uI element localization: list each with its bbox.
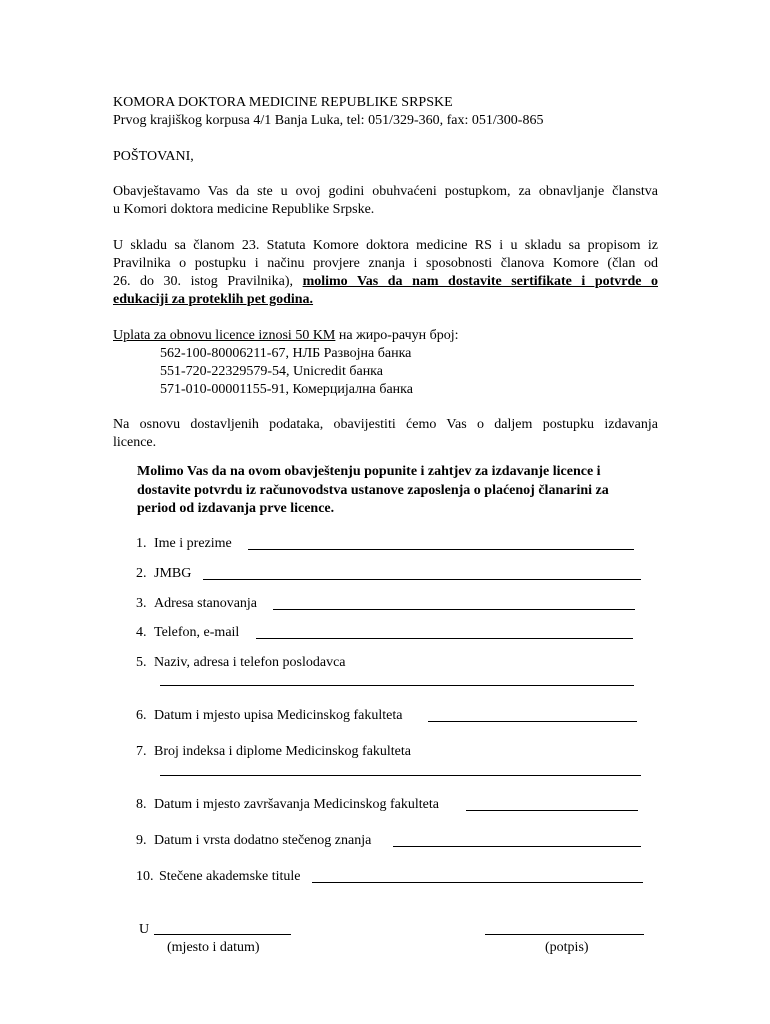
org-name: KOMORA DOKTORA MEDICINE REPUBLIKE SRPSKE	[113, 95, 453, 110]
signature-caption: (potpis)	[545, 940, 589, 955]
item-number: 8.	[136, 797, 147, 812]
para2-line4-bold: edukaciji za proteklih pet godina.	[113, 292, 314, 307]
item-label: Datum i mjesto završavanja Medicinskog fakulteta	[154, 797, 439, 812]
para3-line2: licence.	[113, 435, 157, 450]
bank-account: 571-010-00001155-91, Комерцијална банка	[160, 382, 413, 397]
para2-line3-bold: molimo Vas da nam dostavite sertifikate i potvrde o	[302, 274, 659, 289]
para2-line3	[113, 273, 658, 290]
notice-line3: period od izdavanja prve licence.	[137, 501, 335, 516]
form-item-employer	[136, 654, 346, 671]
item-label: Stečene akademske titule	[159, 869, 301, 884]
phone-email-field[interactable]	[256, 638, 633, 639]
para2-line1: U skladu sa članom 23. Statuta Komore doktora medicine RS i u skladu sa propisom iz	[113, 238, 658, 253]
form-item-enrollment	[136, 707, 402, 724]
place-date-caption: (mjesto i datum)	[167, 940, 260, 955]
item-number: 10.	[136, 869, 154, 884]
item-label: Naziv, adresa i telefon poslodavca	[154, 655, 346, 670]
payment-intro-rest: на жиро-рачун број:	[338, 328, 459, 343]
academic-titles-field[interactable]	[312, 882, 643, 883]
bank-account: 551-720-22329579-54, Unicredit банка	[160, 364, 383, 379]
item-label: Datum i vrsta dodatno stečenog znanja	[154, 833, 372, 848]
item-number: 5.	[136, 655, 147, 670]
place-prefix: U	[139, 922, 150, 937]
item-label: Telefon, e-mail	[154, 625, 240, 640]
para1-line1: Obavještavamo Vas da ste u ovoj godini obuhvaćeni postupkom, za obnavljanje članstva	[113, 184, 658, 199]
additional-knowledge-field[interactable]	[393, 846, 641, 847]
notice-line1: Molimo Vas da na ovom obavještenju popunite i zahtjev za izdavanje licence i	[137, 464, 601, 479]
payment-amount: Uplata za obnovu licence iznosi 50 KM	[113, 328, 336, 343]
item-label: Ime i prezime	[154, 536, 232, 551]
form-item-diploma	[136, 743, 411, 760]
jmbg-field[interactable]	[203, 579, 641, 580]
form-item-phone-email	[136, 624, 239, 641]
para1-line2: u Komori doktora medicine Republike Srpske.	[113, 202, 375, 217]
address-field[interactable]	[273, 609, 635, 610]
form-item-full-name	[136, 535, 232, 552]
item-number: 9.	[136, 833, 147, 848]
para3-line1: Na osnovu dostavljenih podataka, obavijestiti ćemo Vas o daljem postupku izdavanja	[113, 417, 658, 432]
signature-field[interactable]	[485, 934, 644, 935]
diploma-field[interactable]	[160, 775, 641, 776]
para2-line4	[113, 291, 658, 308]
item-label: Datum i mjesto upisa Medicinskog fakulteta	[154, 708, 403, 723]
item-label: JMBG	[154, 566, 192, 581]
item-number: 2.	[136, 566, 147, 581]
item-number: 1.	[136, 536, 147, 551]
item-label: Adresa stanovanja	[154, 596, 258, 611]
form-item-graduation	[136, 796, 439, 813]
item-label: Broj indeksa i diplome Medicinskog fakulteta	[154, 744, 412, 759]
employer-field[interactable]	[160, 685, 634, 686]
item-number: 7.	[136, 744, 147, 759]
org-address: Prvog krajiškog korpusa 4/1 Banja Luka, tel: 051/329-360, fax: 051/300-865	[113, 113, 544, 128]
full-name-field[interactable]	[248, 549, 634, 550]
form-item-academic-titles	[136, 868, 301, 885]
para2-line2: Pravilnika o postupku i načinu provjere znanja i sposobnosti članova Komore (član od	[113, 256, 658, 271]
enrollment-field[interactable]	[428, 721, 637, 722]
payment-intro	[113, 327, 658, 344]
bank-account: 562-100-80006211-67, НЛБ Развојна банка	[160, 346, 412, 361]
form-item-address	[136, 595, 257, 612]
greeting: POŠTOVANI,	[113, 149, 194, 164]
item-number: 4.	[136, 625, 147, 640]
form-item-additional-knowledge	[136, 832, 371, 849]
graduation-field[interactable]	[466, 810, 638, 811]
item-number: 3.	[136, 596, 147, 611]
place-date-field[interactable]	[154, 934, 291, 935]
para2-line3-plain: 26. do 30. istog Pravilnika),	[113, 274, 294, 289]
item-number: 6.	[136, 708, 147, 723]
notice-line2: dostavite potvrdu iz računovodstva ustanove zaposlenja o plaćenoj članarini za	[137, 483, 609, 498]
form-item-jmbg	[136, 565, 191, 582]
